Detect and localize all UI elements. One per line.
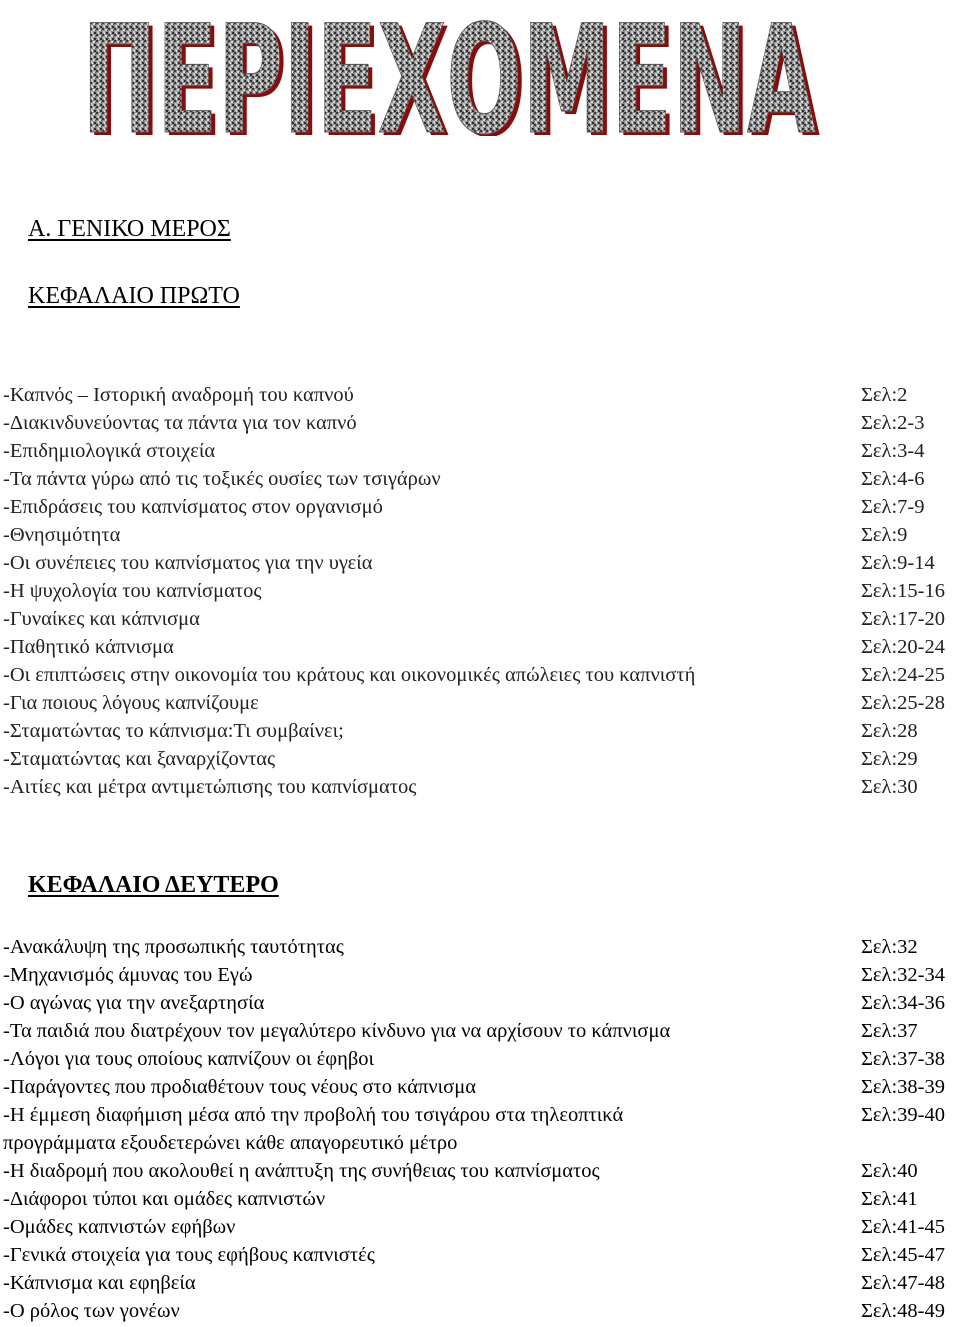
toc-entry-label: -Μηχανισμός άμυνας του Εγώ — [3, 964, 253, 986]
toc-entry-label: -Ομάδες καπνιστών εφήβων — [3, 1216, 236, 1238]
toc-entry-label: -Διάφοροι τύποι και ομάδες καπνιστών — [3, 1188, 326, 1210]
toc-entry — [3, 1297, 960, 1325]
toc-entry-label: -Η ψυχολογία του καπνίσματος — [3, 580, 262, 602]
toc-entry-page: Σελ:41-45 — [861, 1216, 946, 1238]
toc-entry — [3, 661, 960, 689]
svg-text:ΠΕΡΙΕΧΟΜΕΝΑ: ΠΕΡΙΕΧΟΜΕΝΑ — [86, 4, 820, 136]
toc-entry-label: -Επιδημιολογικά στοιχεία — [3, 440, 216, 462]
toc-entry — [3, 577, 960, 605]
toc-entry-continuation: προγράμματα εξουδετερώνει κάθε απαγορευτικό μέτρο — [3, 1132, 458, 1154]
toc-entry-page: Σελ:28 — [861, 720, 918, 742]
toc-entry — [3, 1185, 960, 1213]
toc-entry — [3, 1213, 960, 1241]
toc-entry-label: -Διακινδυνεύοντας τα πάντα για τον καπνό — [3, 412, 357, 434]
title-wordart — [78, 4, 820, 136]
toc-entry — [3, 989, 960, 1017]
toc-entry-label: -Παθητικό κάπνισμα — [3, 636, 174, 658]
toc-entry — [3, 1157, 960, 1185]
toc-entry — [3, 689, 960, 717]
toc-entry-label: -Ο αγώνας για την ανεξαρτησία — [3, 992, 265, 1014]
document-title — [78, 4, 820, 136]
toc-entry — [3, 1101, 960, 1129]
toc-entry-label: -Σταματώντας και ξαναρχίζοντας — [3, 748, 276, 770]
svg-text:ΠΕΡΙΕΧΟΜΕΝΑ: ΠΕΡΙΕΧΟΜΕΝΑ — [82, 4, 816, 136]
chapter-2-heading: ΚΕΦΑΛΑΙΟ ΔΕΥΤΕΡΟ — [28, 872, 279, 898]
toc-entry-label: -Η έμμεση διαφήμιση μέσα από την προβολή του τσιγάρου στα τηλεοπτικά — [3, 1104, 624, 1126]
toc-entry-page: Σελ:9 — [861, 524, 908, 546]
toc-entry-page: Σελ:34-36 — [861, 992, 946, 1014]
toc-entry-page: Σελ:32-34 — [861, 964, 946, 986]
toc-entry-label: -Ανακάλυψη της προσωπικής ταυτότητας — [3, 936, 344, 958]
toc-entry — [3, 745, 960, 773]
toc-entry — [3, 773, 960, 801]
toc-entry-label: -Παράγοντες που προδιαθέτουν τους νέους στο κάπνισμα — [3, 1076, 476, 1098]
toc-entry-page: Σελ:25-28 — [861, 692, 946, 714]
toc-entry — [3, 409, 960, 437]
toc-entry-page: Σελ:2 — [861, 384, 908, 406]
toc-entry-label: -Τα παιδιά που διατρέχουν τον μεγαλύτερο κίνδυνο για να αρχίσουν το κάπνισμα — [3, 1020, 671, 1042]
section-a-heading: Α. ΓΕΝΙΚΟ ΜΕΡΟΣ — [28, 216, 231, 242]
toc-entry-page: Σελ:29 — [861, 748, 918, 770]
toc-entry-page: Σελ:20-24 — [861, 636, 946, 658]
toc-entry-page: Σελ:47-48 — [861, 1272, 946, 1294]
toc-entry — [3, 549, 960, 577]
toc-entry-label: -Γενικά στοιχεία για τους εφήβους καπνιστές — [3, 1244, 375, 1266]
toc-entry-page: Σελ:30 — [861, 776, 918, 798]
toc-entry-page: Σελ:9-14 — [861, 552, 935, 574]
toc-entry-page: Σελ:37-38 — [861, 1048, 946, 1070]
toc-entry — [3, 605, 960, 633]
toc-entry-label: -Αιτίες και μέτρα αντιμετώπισης του καπνίσματος — [3, 776, 417, 798]
toc-entry-label: -Ο ρόλος των γονέων — [3, 1300, 180, 1322]
toc-entry — [3, 933, 960, 961]
toc-entry-page: Σελ:15-16 — [861, 580, 946, 602]
toc-entry-label: -Επιδράσεις του καπνίσματος στον οργανισμό — [3, 496, 383, 518]
toc-entry — [3, 493, 960, 521]
toc-entry-page: Σελ:41 — [861, 1188, 918, 1210]
toc-entry-page: Σελ:24-25 — [861, 664, 946, 686]
toc-entry-page: Σελ:32 — [861, 936, 918, 958]
toc-entry-label: -Η διαδρομή που ακολουθεί η ανάπτυξη της συνήθειας του καπνίσματος — [3, 1160, 600, 1182]
toc-entry — [3, 717, 960, 745]
toc-entry-label: -Οι επιπτώσεις στην οικονομία του κράτους και οικονομικές απώλειες του καπνιστή — [3, 664, 696, 686]
toc-entry-label: -Οι συνέπειες του καπνίσματος για την υγεία — [3, 552, 373, 574]
toc-entry-label: -Για ποιους λόγους καπνίζουμε — [3, 692, 259, 714]
toc-entry-label: -Γυναίκες και κάπνισμα — [3, 608, 200, 630]
chapter-1-heading: ΚΕΦΑΛΑΙΟ ΠΡΩΤΟ — [28, 283, 240, 309]
toc-entry-page: Σελ:4-6 — [861, 468, 925, 490]
toc-entry-label: -Λόγοι για τους οποίους καπνίζουν οι έφηβοι — [3, 1048, 375, 1070]
toc-entry-label: -Σταματώντας το κάπνισμα:Τι συμβαίνει; — [3, 720, 344, 742]
toc-entry-page: Σελ:37 — [861, 1020, 918, 1042]
toc-entry — [3, 465, 960, 493]
toc-entry-page: Σελ:39-40 — [861, 1104, 946, 1126]
toc-entry-page: Σελ:17-20 — [861, 608, 946, 630]
toc-entry — [3, 1045, 960, 1073]
toc-entry-page: Σελ:3-4 — [861, 440, 925, 462]
toc-entry — [3, 521, 960, 549]
toc-entry-page: Σελ:7-9 — [861, 496, 925, 518]
toc-entry-page: Σελ:38-39 — [861, 1076, 946, 1098]
toc-entry-page: Σελ:45-47 — [861, 1244, 946, 1266]
toc-entry — [3, 381, 960, 409]
toc-entry-page: Σελ:40 — [861, 1160, 918, 1182]
toc-entry — [3, 1269, 960, 1297]
toc-entry — [3, 1017, 960, 1045]
toc-entry-page: Σελ:48-49 — [861, 1300, 946, 1322]
toc-entry — [3, 1241, 960, 1269]
toc-entry — [3, 961, 960, 989]
toc-entry — [3, 633, 960, 661]
toc-entry — [3, 1073, 960, 1101]
toc-entry — [3, 437, 960, 465]
toc-entry-label: -Κάπνισμα και εφηβεία — [3, 1272, 196, 1294]
toc-entry-label: -Καπνός – Ιστορική αναδρομή του καπνού — [3, 384, 354, 406]
toc-entry-page: Σελ:2-3 — [861, 412, 925, 434]
toc-entry-label: -Θνησιμότητα — [3, 524, 121, 546]
toc-entry-label: -Τα πάντα γύρω από τις τοξικές ουσίες των τσιγάρων — [3, 468, 441, 490]
